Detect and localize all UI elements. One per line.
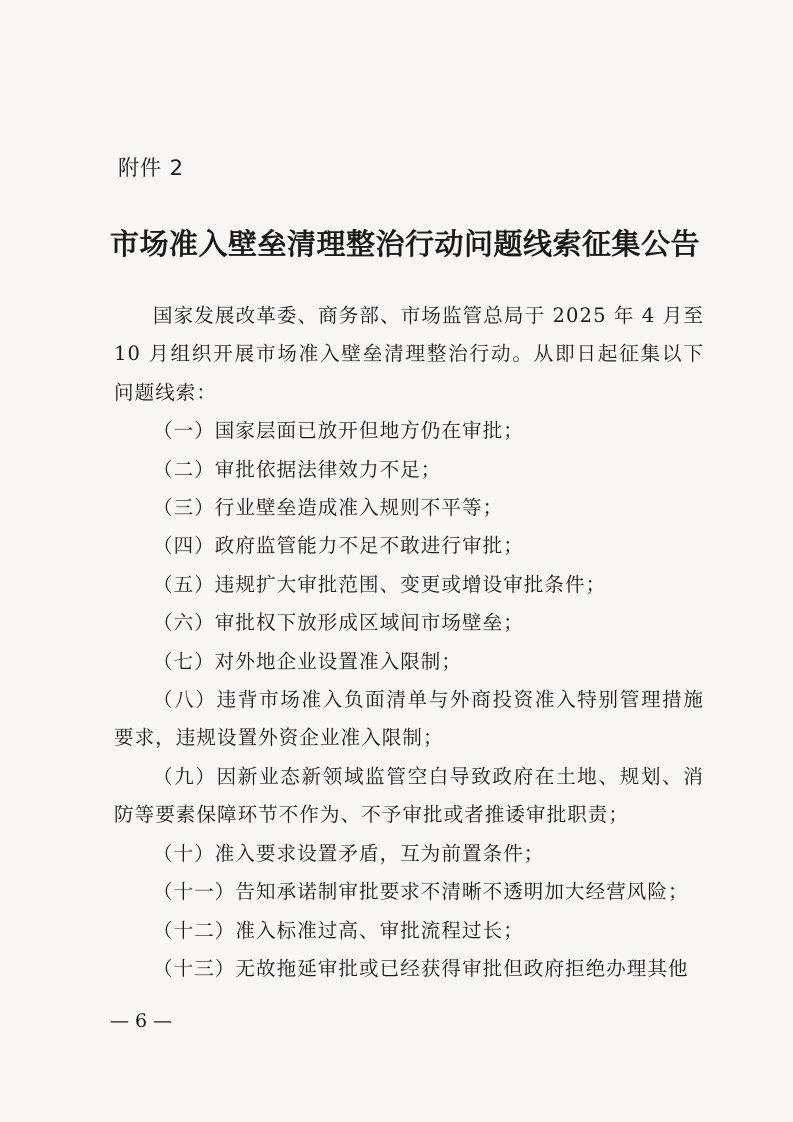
list-item: （十三）无故拖延审批或已经获得审批但政府拒绝办理其他 — [153, 956, 689, 980]
document-title: 市场准入壁垒清理整治行动问题线索征集公告 — [109, 227, 700, 261]
list-item: （二）审批依据法律效力不足； — [153, 457, 442, 481]
document-body — [114, 297, 704, 988]
list-item: （一）国家层面已放开但地方仍在审批； — [153, 419, 524, 443]
list-item: （五）违规扩大审批范围、变更或增设审批条件； — [153, 572, 607, 596]
list-item: （十二）准入标准过高、审批流程过长； — [153, 918, 524, 942]
list-item: （十）准入要求设置矛盾，互为前置条件； — [153, 841, 545, 865]
list-item: （七）对外地企业设置准入限制； — [153, 649, 463, 673]
list-item: （六）审批权下放形成区域间市场壁垒； — [153, 611, 524, 635]
list-item: （八）违背市场准入负面清单与外商投资准入特别管理措施要求，违规设置外资企业准入限制； — [114, 688, 704, 750]
list-item: （十一）告知承诺制审批要求不清晰不透明加大经营风险； — [153, 880, 689, 904]
list-item: （四）政府监管能力不足不敢进行审批； — [153, 534, 524, 558]
list-item: （三）行业壁垒造成准入规则不平等； — [153, 496, 504, 520]
list-item: （九）因新业态新领域监管空白导致政府在土地、规划、消防等要素保障环节不作为、不予审批或者推诿审批职责； — [114, 764, 704, 827]
attachment-label: 附件 2 — [118, 156, 185, 180]
intro-paragraph: 国家发展改革委、商务部、市场监管总局于 2025 年 4 月至 10 月组织开展市场准入壁垒清理整治行动。从即日起征集以下问题线索： — [114, 304, 704, 404]
page-number: — 6 — — [110, 1010, 173, 1032]
